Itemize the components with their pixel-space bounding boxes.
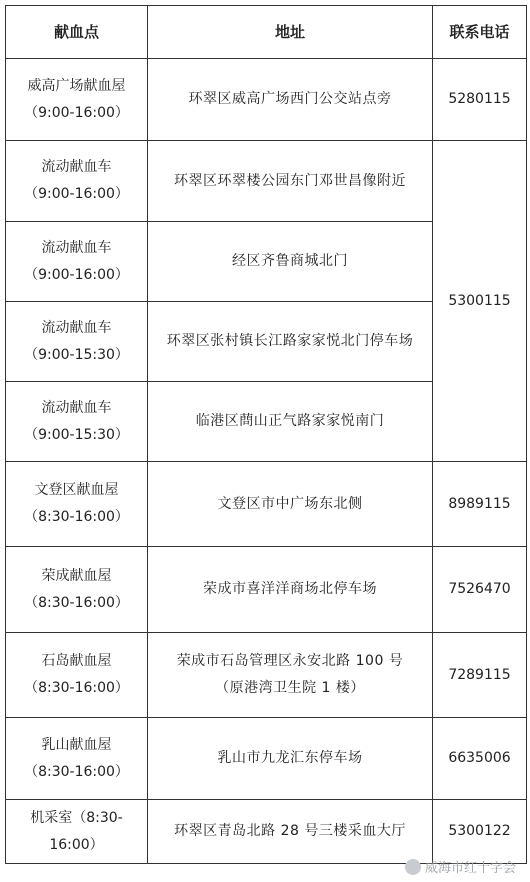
header-site: 献血点 [6, 6, 148, 59]
site-hours: （8:30-16:00） [24, 680, 129, 696]
table-row [6, 462, 527, 547]
site-cell [6, 718, 148, 800]
site-cell [6, 633, 148, 718]
site-name: 石岛献血屋 [41, 653, 112, 670]
phone-cell: 7289115 [433, 633, 527, 718]
table-row [6, 141, 527, 222]
site-name: 流动献血车 [41, 399, 112, 416]
site-name: 流动献血车 [41, 319, 112, 336]
address-line-2: （原港湾卫生院 1 楼） [215, 680, 365, 696]
address-cell: 临港区蔄山正气路家家悦南门 [148, 382, 433, 462]
table-row [6, 800, 527, 864]
site-hours: （8:30-16:00） [24, 509, 129, 525]
address-cell: 经区齐鲁商城北门 [148, 222, 433, 302]
site-hours: （9:00-15:30） [24, 346, 129, 363]
table-row [6, 633, 527, 718]
site-hours: （8:30-16:00） [24, 763, 129, 780]
site-name: 文登区献血屋 [34, 482, 119, 499]
site-cell [6, 302, 148, 382]
site-cell [6, 800, 148, 864]
site-cell [6, 462, 148, 547]
watermark [405, 857, 516, 876]
watermark-text: 威海市红十字会 [424, 861, 516, 876]
header-phone: 联系电话 [433, 6, 527, 59]
address-cell [148, 633, 433, 718]
address-cell: 荣成市喜洋洋商场北停车场 [148, 547, 433, 633]
table-header-row [6, 6, 527, 59]
phone-cell: 8989115 [433, 462, 527, 547]
header-address: 地址 [148, 6, 433, 59]
address-cell: 乳山市九龙汇东停车场 [148, 718, 433, 800]
address-cell: 环翠区青岛北路 28 号三楼采血大厅 [148, 800, 433, 864]
address-line-1: 荣成市石岛管理区永安北路 100 号 [176, 653, 404, 670]
address-cell: 环翠区威高广场西门公交站点旁 [148, 59, 433, 141]
address-cell: 环翠区环翠楼公园东门邓世昌像附近 [148, 141, 433, 222]
site-name: 流动献血车 [41, 239, 112, 256]
phone-cell: 5300115 [433, 141, 527, 462]
site-name: 乳山献血屋 [41, 736, 112, 753]
blood-donation-sites-table [5, 5, 527, 864]
site-hours: （9:00-15:30） [24, 426, 129, 443]
wechat-account-icon [405, 859, 421, 875]
site-hours: （9:00-16:00） [24, 266, 129, 283]
site-cell [6, 141, 148, 222]
address-cell: 文登区市中广场东北侧 [148, 462, 433, 547]
table-row [6, 718, 527, 800]
site-name: 威高广场献血屋 [27, 77, 126, 94]
site-hours: （8:30-16:00） [24, 594, 129, 611]
site-name: 流动献血车 [41, 159, 112, 176]
site-hours: （9:00-16:00） [24, 186, 129, 202]
site-hours: 16:00） [49, 836, 104, 853]
site-cell [6, 547, 148, 633]
phone-cell: 5300122 [433, 800, 527, 864]
site-cell [6, 222, 148, 302]
table-row [6, 547, 527, 633]
site-cell [6, 382, 148, 462]
site-cell [6, 59, 148, 141]
site-name: 荣成献血屋 [41, 567, 112, 584]
site-hours: （9:00-16:00） [24, 104, 129, 121]
phone-cell: 6635006 [433, 718, 527, 800]
table-row [6, 59, 527, 141]
phone-cell: 5280115 [433, 59, 527, 141]
address-cell: 环翠区张村镇长江路家家悦北门停车场 [148, 302, 433, 382]
phone-cell: 7526470 [433, 547, 527, 633]
site-name: 机采室（8:30- [30, 809, 123, 826]
